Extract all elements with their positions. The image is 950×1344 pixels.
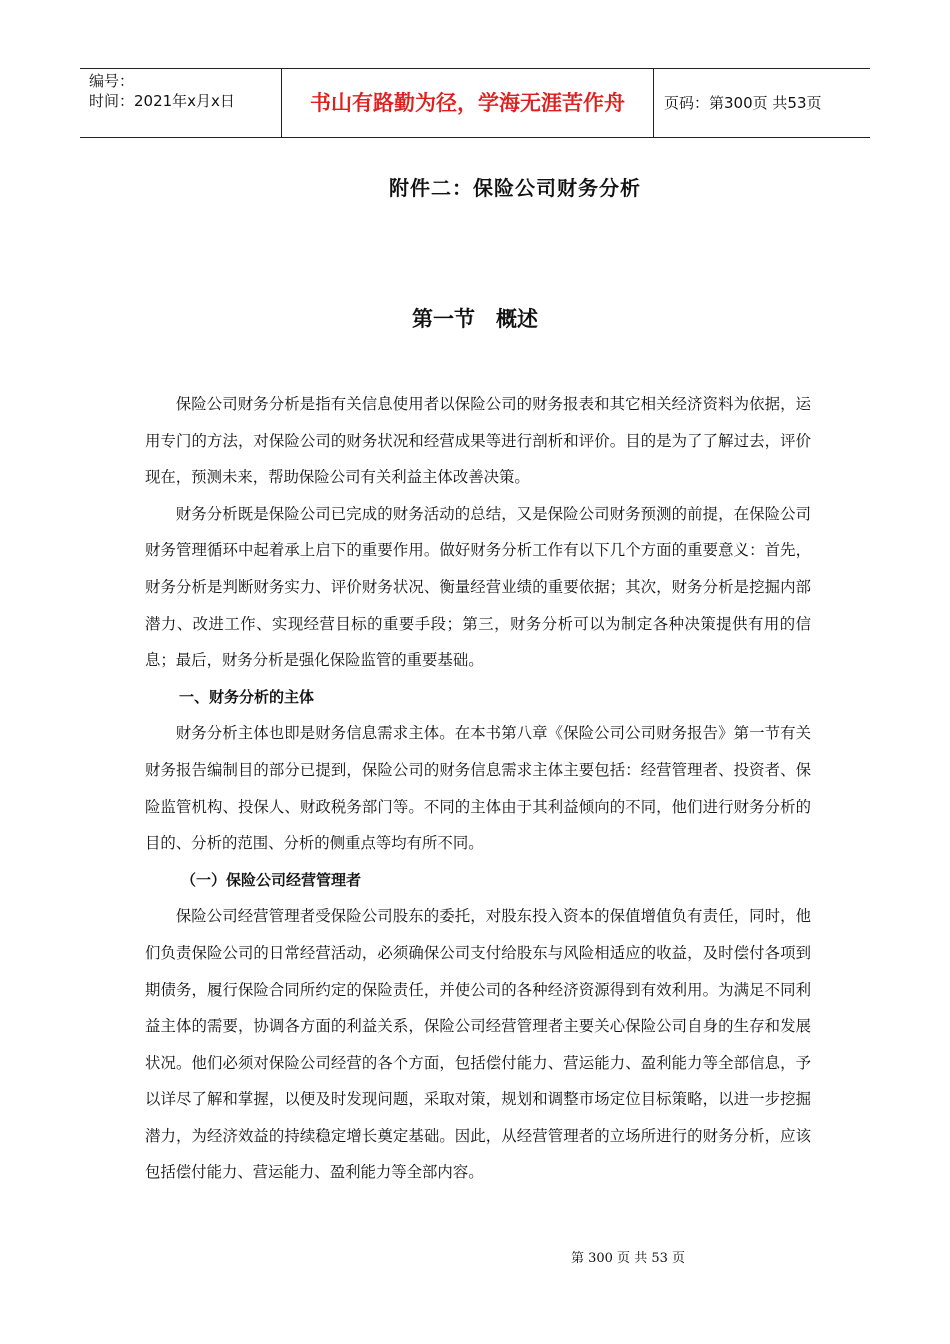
body-paragraph: 财务分析主体也即是财务信息需求主体。在本书第八章《保险公司公司财务报告》第一节有关财务报告编制目的部分已提到，保险公司的财务信息需求主体主要包括：经营管理者、投资者、保险监管机构、投保人、财政税务部门等。不同的主体由于其利益倾向的不同，他们进行财务分析的目的、分析的范围、分析的侧重点等均有所不同。 — [145, 724, 811, 853]
number-label: 编号： — [89, 72, 135, 90]
motto-text: 书山有路勤为径，学海无涯苦作舟 — [310, 91, 625, 115]
document-body — [145, 386, 811, 1191]
section-title: 第一节 概述 — [412, 307, 538, 331]
body-paragraph: 保险公司财务分析是指有关信息使用者以保险公司的财务报表和其它相关经济资料为依据，运用专门的方法，对保险公司的财务状况和经营成果等进行剖析和评价。目的是为了了解过去，评价现在，预测未来，帮助保险公司有关利益主体改善决策。 — [145, 395, 811, 487]
sub-subsection-heading: （一）保险公司经营管理者 — [181, 870, 362, 889]
header-meta-cell — [80, 69, 282, 137]
subsection-heading: 一、财务分析的主体 — [179, 687, 315, 706]
page-footer: 第 300 页 共 53 页 — [570, 1251, 686, 1266]
page-number-cell — [654, 69, 870, 137]
body-paragraph: 保险公司经营管理者受保险公司股东的委托，对股东投入资本的保值增值负有责任，同时，他们负责保险公司的日常经营活动，必须确保公司支付给股东与风险相适应的收益，及时偿付各项到期债务，履行保险合同所约定的保险责任，并使公司的各种经济资源得到有效利用。为满足不同利益主体的需要，协调各方面的利益关系，保险公司经营管理者主要关心保险公司自身的生存和发展状况。他们必须对保险公司经营的各个方面，包括偿付能力、营运能力、盈利能力等全部信息，予以详尽了解和掌握，以便及时发现问题，采取对策，规划和调整市场定位目标策略，以进一步挖掘潜力，为经济效益的持续稳定增长奠定基础。因此，从经营管理者的立场所进行的财务分析，应该包括偿付能力、营运能力、盈利能力等全部内容。 — [145, 907, 811, 1182]
motto-cell — [282, 69, 654, 137]
body-paragraph: 财务分析既是保险公司已完成的财务活动的总结，又是保险公司财务预测的前提，在保险公司财务管理循环中起着承上启下的重要作用。做好财务分析工作有以下几个方面的重要意义：首先，财务分析是判断财务实力、评价财务状况、衡量经营业绩的重要依据；其次，财务分析是挖掘内部潜力、改进工作、实现经营目标的重要手段；第三，财务分析可以为制定各种决策提供有用的信息；最后，财务分析是强化保险监管的重要基础。 — [145, 504, 811, 670]
page-number-label: 页码：第300页 共53页 — [664, 94, 822, 112]
date-label: 时间：2021年x月x日 — [89, 92, 235, 110]
document-title: 附件二：保险公司财务分析 — [389, 176, 641, 200]
header-table — [80, 68, 870, 138]
